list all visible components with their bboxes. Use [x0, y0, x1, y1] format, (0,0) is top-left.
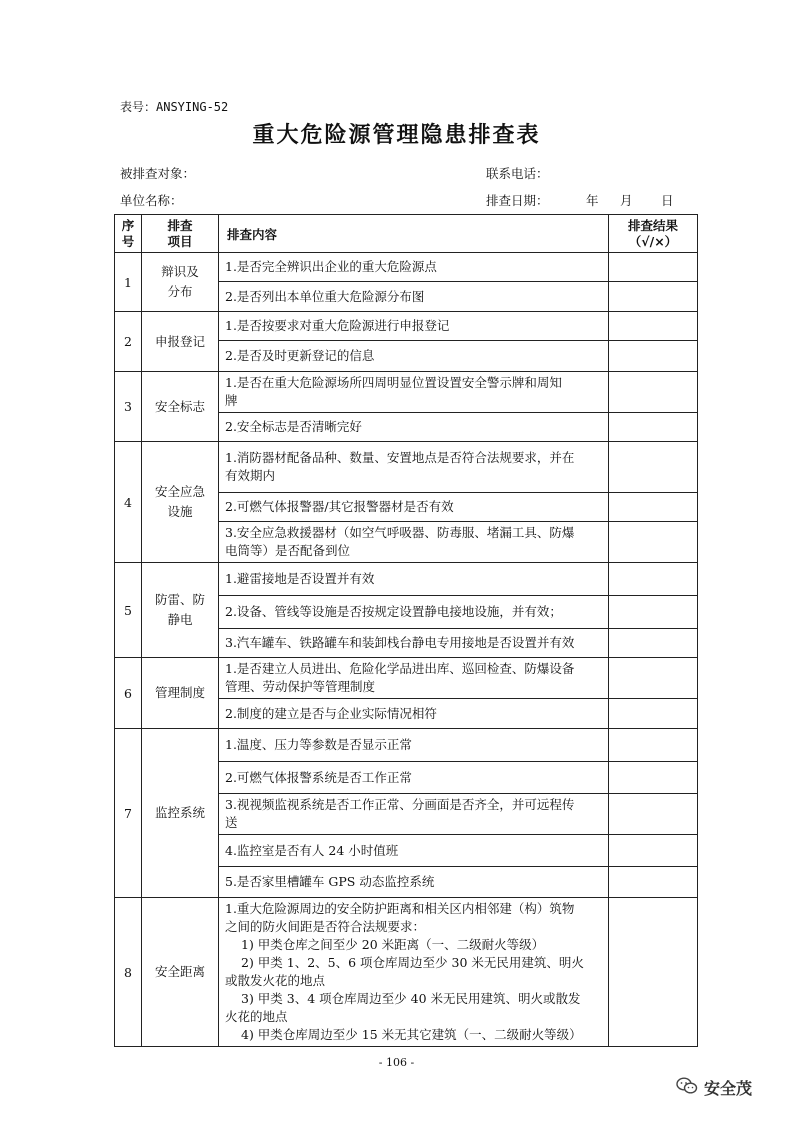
check-item-text: 1.是否按要求对重大危险源进行申报登记: [225, 318, 450, 333]
check-item-cell: [219, 794, 609, 835]
check-item-cell: [219, 563, 609, 596]
table-row: [115, 658, 698, 699]
check-item-text: 管理、劳动保护等管理制度: [225, 679, 376, 694]
check-item-text: 2.制度的建立是否与企业实际情况相符: [225, 705, 437, 721]
seq-number-cell: 3: [115, 372, 142, 442]
category-label: 静电: [167, 612, 193, 627]
result-input-cell[interactable]: [609, 442, 698, 493]
category-cell: [142, 658, 219, 729]
check-item-text: 3.汽车罐车、铁路罐车和装卸栈台静电专用接地是否设置并有效: [225, 635, 575, 650]
table-row: [115, 442, 698, 493]
seq-number-cell: 8: [115, 898, 142, 1047]
category-label: 辩识及: [161, 264, 199, 279]
check-item-text: 2.可燃气体报警器/其它报警器材是否有效: [225, 499, 454, 514]
wechat-icon: [676, 1077, 698, 1099]
category-label: 安全距离: [154, 964, 205, 979]
check-item-text: 之间的防火间距是否符合法规要求：: [225, 919, 426, 934]
check-item-cell: [219, 596, 609, 629]
check-item-cell: [219, 372, 609, 413]
check-item-text: 1) 甲类仓库之间至少 20 米距离（一、二级耐火等级）: [241, 937, 545, 952]
check-item-cell: [219, 312, 609, 341]
check-item-cell: [219, 629, 609, 658]
date-year-label: 年: [586, 193, 599, 208]
check-item-cell: [219, 341, 609, 372]
check-item-text: 2) 甲类 1、2、5、6 项仓库周边至少 30 米无民用建筑、明火: [241, 955, 584, 970]
table-body: [115, 253, 698, 1047]
table-row: [115, 563, 698, 596]
seq-number-cell: 6: [115, 658, 142, 729]
check-item-text: 4.监控室是否有人 24 小时值班: [225, 842, 399, 858]
category-label: 设施: [167, 504, 193, 519]
check-item-text: 1.是否完全辨识出企业的重大危险源点: [225, 259, 437, 274]
result-input-cell[interactable]: [609, 898, 698, 1047]
check-item-text: 4) 甲类仓库周边至少 15 米无其它建筑（一、二级耐火等级）: [241, 1027, 582, 1042]
result-input-cell[interactable]: [609, 341, 698, 372]
category-cell: [142, 372, 219, 442]
result-input-cell[interactable]: [609, 699, 698, 729]
check-item-text: 有效期内: [225, 468, 276, 483]
category-label: 分布: [167, 284, 193, 299]
result-input-cell[interactable]: [609, 522, 698, 563]
check-item-cell: [219, 835, 609, 867]
result-input-cell[interactable]: [609, 282, 698, 312]
table-row: [115, 372, 698, 413]
check-item-text: 1.是否建立人员进出、危险化学品进出库、巡回检查、防爆设备: [225, 661, 575, 676]
category-cell: [142, 312, 219, 372]
seq-number-cell: 5: [115, 563, 142, 658]
result-input-cell[interactable]: [609, 493, 698, 522]
table-row: [115, 253, 698, 282]
check-item-cell: [219, 493, 609, 522]
category-cell: [142, 563, 219, 658]
category-label: 安全标志: [154, 398, 205, 414]
check-item-text: 2.可燃气体报警系统是否工作正常: [225, 769, 412, 785]
check-item-text: 1.重大危险源周边的安全防护距离和相关区内相邻建（构）筑物: [225, 901, 575, 916]
check-item-text: 1.避雷接地是否设置并有效: [225, 571, 375, 586]
form-title: 重大危险源管理隐患排查表: [252, 123, 541, 148]
header-item: 排查 项目: [142, 215, 219, 253]
check-item-text: 3.安全应急救援器材（如空气呼吸器、防毒服、堵漏工具、防爆: [225, 525, 575, 540]
watermark-text: 安全茂: [704, 1079, 753, 1098]
result-input-cell[interactable]: [609, 596, 698, 629]
seq-number-cell: 4: [115, 442, 142, 563]
check-item-text: 2.是否及时更新登记的信息: [225, 348, 375, 363]
check-item-cell: [219, 658, 609, 699]
table-row: [115, 898, 698, 1047]
watermark: [676, 1076, 752, 1099]
result-input-cell[interactable]: [609, 312, 698, 341]
result-input-cell[interactable]: [609, 867, 698, 898]
result-input-cell[interactable]: [609, 794, 698, 835]
date-day-label: 日: [661, 193, 674, 208]
contact-phone-label: 联系电话：: [486, 166, 549, 181]
inspection-table: [114, 214, 698, 1047]
check-item-cell: [219, 867, 609, 898]
unit-name-label: 单位名称：: [120, 193, 183, 208]
category-cell: [142, 253, 219, 312]
check-item-text: 1.是否在重大危险源场所四周明显位置设置安全警示牌和周知: [225, 375, 562, 390]
check-item-text: 2.是否列出本单位重大危险源分布图: [225, 288, 425, 304]
check-item-cell: [219, 699, 609, 729]
category-label: 防雷、防: [154, 592, 205, 607]
check-item-text: 2.安全标志是否清晰完好: [225, 419, 362, 434]
check-item-text: 送: [225, 815, 238, 830]
result-input-cell[interactable]: [609, 658, 698, 699]
result-input-cell[interactable]: [609, 762, 698, 794]
check-item-cell: [219, 253, 609, 282]
inspection-date-label: 排查日期：: [486, 193, 549, 208]
category-cell: [142, 442, 219, 563]
check-item-text: 或散发火花的地点: [225, 973, 326, 988]
seq-number-cell: 7: [115, 729, 142, 898]
result-input-cell[interactable]: [609, 729, 698, 762]
header-seq: 序 号: [115, 215, 142, 253]
header-result: 排查结果 （√/×）: [609, 215, 698, 253]
table-header-row: [115, 215, 698, 253]
category-label: 申报登记: [154, 333, 205, 349]
category-label: 管理制度: [154, 685, 205, 700]
check-item-cell: [219, 729, 609, 762]
check-item-text: 1.消防器材配备品种、数量、安置地点是否符合法规要求，并在: [225, 450, 575, 465]
check-item-text: 牌: [225, 393, 238, 408]
result-input-cell[interactable]: [609, 563, 698, 596]
check-item-cell: [219, 522, 609, 563]
result-input-cell[interactable]: [609, 253, 698, 282]
check-item-text: 3) 甲类 3、4 项仓库周边至少 40 米无民用建筑、明火或散发: [241, 991, 581, 1006]
check-item-text: 火花的地点: [225, 1009, 288, 1024]
category-cell: [142, 729, 219, 898]
check-item-cell: [219, 442, 609, 493]
check-item-text: 1.温度、压力等参数是否显示正常: [225, 737, 412, 752]
check-item-cell: [219, 898, 609, 1047]
category-cell: [142, 898, 219, 1047]
category-label: 安全应急: [154, 484, 205, 499]
table-row: [115, 729, 698, 762]
check-item-text: 5.是否家里槽罐车 GPS 动态监控系统: [225, 874, 435, 889]
check-item-cell: [219, 413, 609, 442]
result-input-cell[interactable]: [609, 413, 698, 442]
check-item-text: 2.设备、管线等设施是否按规定设置静电接地设施，并有效；: [225, 604, 562, 619]
result-input-cell[interactable]: [609, 629, 698, 658]
table-row: [115, 312, 698, 341]
form-code: 表号：ANSYING-52: [120, 100, 229, 114]
seq-number-cell: 1: [115, 253, 142, 312]
page-number: - 106 -: [378, 1056, 415, 1069]
inspected-target-label: 被排查对象：: [120, 166, 196, 181]
check-item-cell: [219, 282, 609, 312]
check-item-text: 电筒等）是否配备到位: [225, 543, 351, 558]
check-item-cell: [219, 762, 609, 794]
seq-number-cell: 2: [115, 312, 142, 372]
result-input-cell[interactable]: [609, 835, 698, 867]
category-label: 监控系统: [154, 805, 205, 820]
check-item-text: 3.视视频监视系统是否工作正常、分画面是否齐全，并可远程传: [225, 797, 575, 812]
date-month-label: 月: [620, 193, 633, 208]
header-content: 排查内容: [219, 215, 609, 253]
result-input-cell[interactable]: [609, 372, 698, 413]
